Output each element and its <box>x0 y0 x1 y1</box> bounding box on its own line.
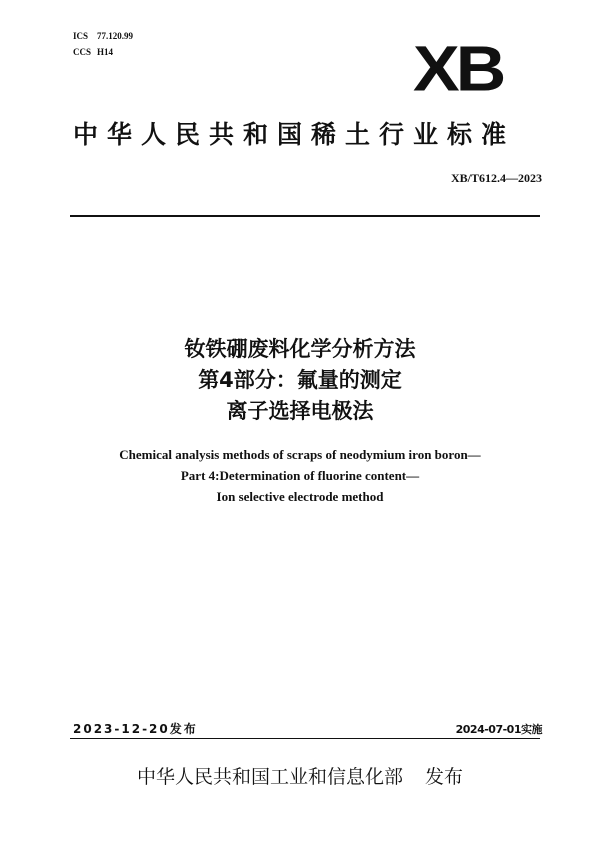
issuer-organization: 中华人民共和国工业和信息化部 <box>136 766 403 788</box>
ics-value: 77.120.99 <box>97 31 133 41</box>
title-en-line-1: Chemical analysis methods of scraps of neodymium iron boron— <box>119 447 481 462</box>
ics-classification <box>73 31 133 42</box>
xb-logo: XB <box>413 32 503 105</box>
title-cn-line-1: 钕铁硼废料化学分析方法 <box>184 337 416 361</box>
standard-type-heading: 中华人民共和国稀土行业标准 <box>73 120 516 149</box>
ccs-label: CCS <box>73 47 92 57</box>
standard-number: XB/T612.4—2023 <box>450 171 542 185</box>
ics-label: ICS <box>73 31 89 41</box>
issuer-line <box>0 765 600 789</box>
implementation-date: 2024-07-01实施 <box>455 723 542 736</box>
title-cn-line-2: 第4部分：氟量的测定 <box>198 368 402 392</box>
issue-date: 2023-12-20发布 <box>73 722 198 736</box>
title-cn-line-3: 离子选择电极法 <box>226 399 374 423</box>
issuer-action: 发布 <box>425 766 464 788</box>
ccs-classification <box>73 47 113 58</box>
header-divider <box>70 215 540 217</box>
ccs-value: H14 <box>97 47 114 57</box>
footer-divider <box>70 738 540 739</box>
title-en-line-3: Ion selective electrode method <box>216 489 384 504</box>
title-en-line-2: Part 4:Determination of fluorine content— <box>180 468 420 483</box>
